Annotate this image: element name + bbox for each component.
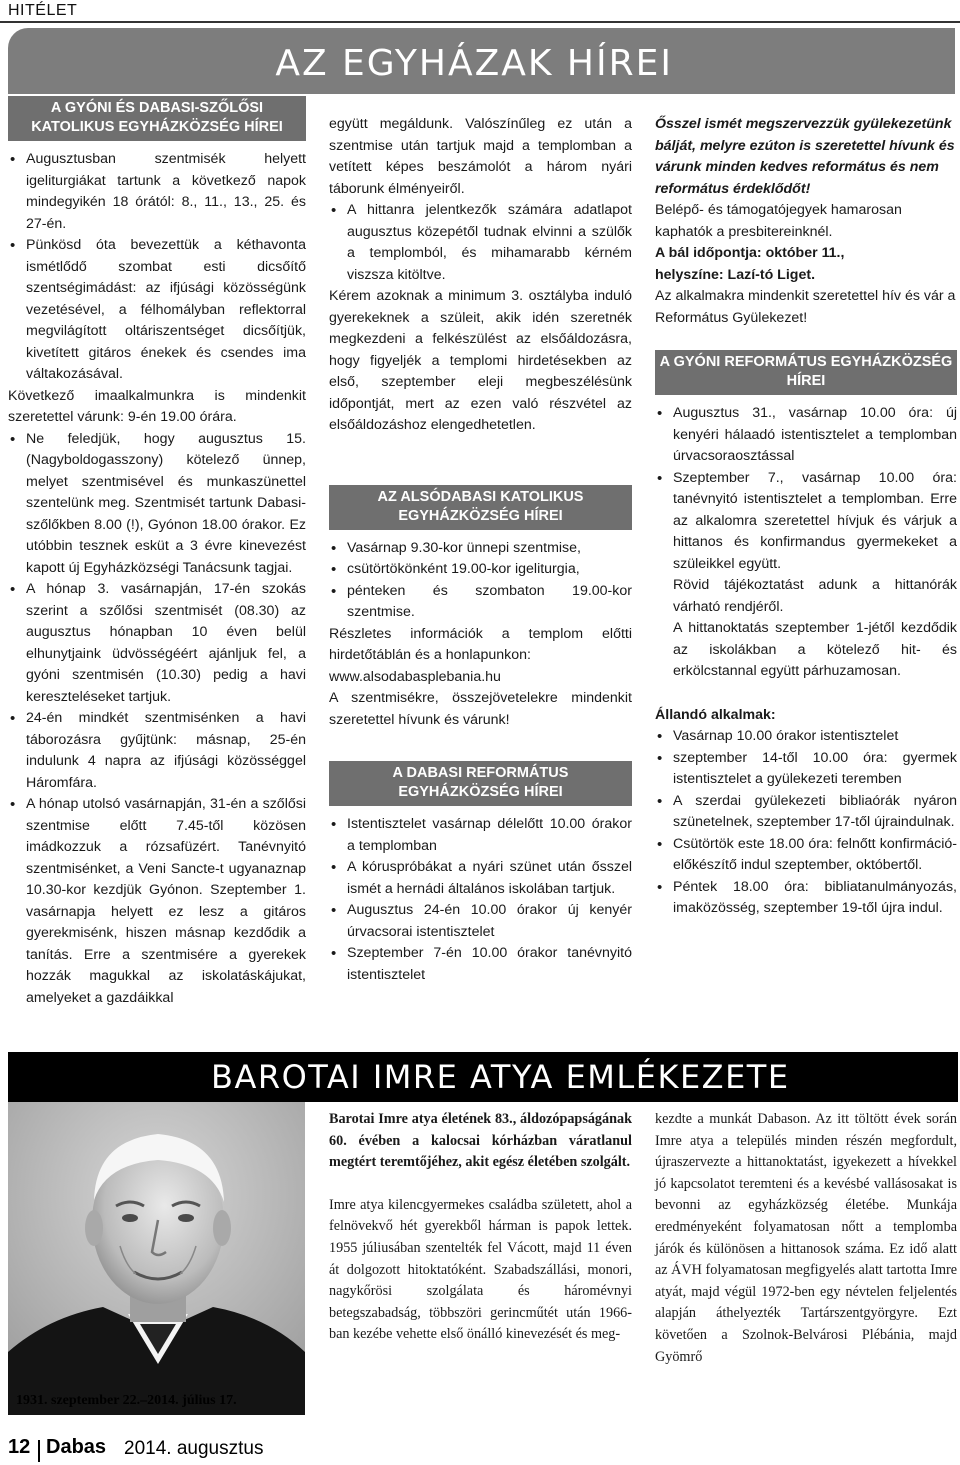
col2-intro-item-1: együtt megáldunk. Valószínűleg ez után a szentmise után tartjuk majd a templomban a vetített képes beszámolót a három nyári táborunk élményeiről. <box>329 116 632 197</box>
regular-events-title: Állandó alkalmak: <box>655 706 776 723</box>
regular-event-3: • A szerdai gyülekezeti bibliaórák nyáron szünetelnek, szeptember 17-től újraindulnak. <box>655 791 957 834</box>
column-gyoni-katolikus <box>8 96 306 1009</box>
ball-date: A bál időpontja: október 11., <box>655 245 845 261</box>
gyoni-katolikus-item-2: • Pünkösd óta bevezettük a kéthavonta ismétlődő szombat esti dicsőítő szentségimádást: az ifjúsági közösségünk vezetésével, a félhomályban reflektorral megvilágított oltáriszentséget dicsőítjük, kivetített gitáros énekek és csendes ima váltakozásával. <box>8 235 306 386</box>
gyoni-katolikus-item-6: • 24-én mindkét szentmisénken a havi táborozásra gyűjtünk: másnap, 25-én indulunk 4 napra az ifjúsági közösséggel Háromfára. <box>8 708 306 794</box>
alsodabasi-info: Részletes információk a templom előtti hirdetőtáblán és a honlapunkon: <box>329 625 632 663</box>
box-title-alsodabasi-katolikus: AZ ALSÓDABASI KATOLIKUS EGYHÁZKÖZSÉG HÍREI <box>329 485 632 530</box>
box-title-dabasi-reformatus: A DABASI REFORMÁTUS EGYHÁZKÖZSÉG HÍREI <box>329 761 632 806</box>
gyoni-reformatus-items <box>655 403 957 575</box>
dabasi-reformatus-item-2: • A kóruspróbákat a nyári szünet után ősszel ismét a hernádi általános iskolában tartjuk. <box>329 857 632 900</box>
memorial-body-2: kezdte a munkát Dabason. Az itt töltött évek során Imre atya a település minden részén megfordult, újraszervezte a hittanoktatást, igyekezett a hívekkel jó kapcsolatot teremteni és a kevésbé vallásosakat is bevonni az egyházközség életébe. Munkája eredményeként folyamatosan nőtt a templomba járók és különösen a hittanosok száma. Ez idő alatt az ÁVH folyamatosan megfigyelés alatt tartotta Imre atyát, majd végül 1972-ben egy névtelen feljelentés alapján áthelyezték Tartárszentgyörgyre. Ezt követően a Szolnok-Belvárosi Plébánia, majd Gyömrő <box>655 1111 957 1365</box>
column-right <box>655 114 957 920</box>
regular-event-5: • Péntek 18.00 óra: bibliatanulmányozás, imaközösség, szeptember 19-től újra indul. <box>655 877 957 920</box>
portrait-photo <box>8 1102 305 1415</box>
gyoni-katolikus-item-1: • Augusztusban szentmisék helyett igeliturgiákat tartunk a következő napok mindegyikén 18 órától: 8., 11., 13., 25. és 27-én. <box>8 149 306 235</box>
alsodabasi-item-1: • Vasárnap 9.30-kor ünnepi szentmise, <box>329 538 632 560</box>
regular-event-4: • Csütörtök este 18.00 óra: felnőtt konfirmáció-előkészítő indul szeptember, októbertől. <box>655 834 957 877</box>
gyoni-reformatus-item-2: • Szeptember 7., vasárnap 10.00 óra: tanévnyitó istentisztelet a templomban. Erre az alkalomra szeretettel hívjuk és várjuk a hittanos és konfirmandus gyermekeket a szüleikkel együtt. <box>655 468 957 576</box>
col1-paragraphs <box>8 149 306 1009</box>
dabasi-reformatus-items <box>329 814 632 986</box>
memorial-title: BAROTAI IMRE ATYA EMLÉKEZETE <box>211 1058 790 1096</box>
dabasi-reformatus-item-4: • Szeptember 7-én 10.00 órakor tanévnyitó istentisztelet <box>329 943 632 986</box>
memorial-lead: Barotai Imre atya életének 83., áldozópapságának 60. évében a kalocsai kórházban váratlanul megtért teremtőjéhez, akit egész életében szolgált. <box>329 1111 632 1171</box>
gyoni-reformatus-item-1: • Augusztus 31., vasárnap 10.00 óra: új kenyéri hálaadó istentisztelet a templomban úrvacsoraosztással <box>655 403 957 468</box>
column-middle <box>329 114 632 986</box>
main-banner <box>8 28 955 94</box>
ball-place: helyszíne: Lazí-tó Liget. <box>655 266 816 283</box>
regular-event-2: • szeptember 14-től 10.00 óra: gyermek istentisztelet a gyülekezeti teremben <box>655 748 957 791</box>
memorial-column-left <box>329 1109 632 1346</box>
main-banner-title: AZ EGYHÁZAK HÍREI <box>275 43 673 84</box>
page-number: 12 <box>8 1436 31 1458</box>
portrait-illustration <box>8 1102 305 1415</box>
box-title-gyoni-reformatus: A GYÓNI REFORMÁTUS EGYHÁZKÖZSÉG HÍREI <box>655 350 957 395</box>
ball-invite: Az alkalmakra mindenkit szeretettel hív és vár a Református Gyülekezet! <box>655 288 956 326</box>
gyoni-katolikus-item-7: • A hónap utolsó vasárnapján, 31-én a szőlősi szentmise előtt 7.45-től közösen imádkozzuk a rózsafüzért. Tanévnyitó szentmisénket, a Veni Sancte-t ugyanaznap 10.30-kor kezdjük Gyónon. Szeptember 1. vasárnapja helyett ez lesz a gitáros gyerekmisénk, hiszen másnap kezdődik a tanítás. Erre a szentmisére a gyerekek hozzák magukkal az iskolatáskájukat, amelyeket a gazdáikkal <box>8 794 306 1009</box>
gyoni-katolikus-item-5: • A hónap 3. vasárnapján, 17-én szokás szerint a szőlősi szentmisét (08.30) az augusztus hónapban 10 éven belül elhunytjaink üdvösségéért ajánljuk fel, a gyóni szentmisén (10.30) pedig a havi kereszteléseket tartjuk. <box>8 579 306 708</box>
alsodabasi-item-2: • csütörtökönként 19.00-kor igeliturgia, <box>329 559 632 581</box>
col2-intro-item-2: • A hittanra jelentkezők számára adatlapot augusztus közepétől tudnak elvinni a szülők a templomból, és mihamarabb kérném viszsza kitöltve. <box>329 200 632 286</box>
section-divider <box>0 21 960 23</box>
ball-announcement: Ősszel ismét megszervezzük gyülekezetünk bálját, melyre ezúton is szeretettel hívunk és várunk minden kedves református és nem református érdeklődőt! <box>655 116 955 197</box>
memorial-column-right <box>655 1109 957 1368</box>
alsodabasi-items <box>329 538 632 624</box>
photo-caption: 1931. szeptember 22.–2014. július 17. <box>16 1393 237 1408</box>
gyoni-note-1: Rövid tájékoztatást adunk a hittanórák várható rendjéről. <box>673 577 957 615</box>
memorial-body-1: Imre atya kilencgyermekes családba született, ahol a felnövekvő hét gyerekből hárman is papok lettek. 1955 júliusában szentelték fel Vácott, majd 11 éven át dolgozott hitoktatóként. Szabadszállási, monori, nagykőrösi szolgálata és háromévnyi betegszabadság, többszöri gerincműtét után 1966-ban kezébe vehette első önálló kinevezését és meg- <box>329 1196 632 1343</box>
alsodabasi-invite: A szentmisékre, összejövetelekre mindenkit szeretettel hívunk és várunk! <box>329 690 632 728</box>
publication-name: Dabas <box>46 1436 107 1458</box>
issue-date: 2014. augusztus <box>124 1438 264 1459</box>
dabasi-reformatus-item-3: • Augusztus 24-én 10.00 órakor új kenyér úrvacsorai istentisztelet <box>329 900 632 943</box>
col2-intro-paragraphs <box>329 114 632 437</box>
box-title-gyoni-katolikus: A GYÓNI ÉS DABASI-SZŐLŐSI KATOLIKUS EGYHÁZKÖZSÉG HÍREI <box>8 96 306 141</box>
dabasi-reformatus-item-1: • Istentisztelet vasárnap délelőtt 10.00 órakor a templomban <box>329 814 632 857</box>
memorial-banner <box>8 1052 958 1102</box>
gyoni-katolikus-item-4: • Ne feledjük, hogy augusztus 15. (Nagyboldogasszony) kötelező ünnep, melyet szentmisével és munkaszünettel szentelünk meg. Szentmisét tartunk Dabasi-szőlőkben 8.00 (!), Gyónon 18.00 órakor. Ez utóbbin tesznek esküt a 3 évre kinevezést kapott új Egyházközségi Tanácsunk tagjai. <box>8 429 306 580</box>
section-label: HITÉLET <box>8 2 78 19</box>
regular-event-1: • Vasárnap 10.00 órakor istentisztelet <box>655 726 957 748</box>
gyoni-note-2: A hittanoktatás szeptember 1-jétől kezdődik az iskolákban a kötelező hit- és erkölcstannal együtt párhuzamosan. <box>673 620 957 679</box>
ball-tickets: Belépő- és támogatójegyek hamarosan kaphatók a presbitereinknél. <box>655 202 902 240</box>
regular-events-list <box>655 726 957 920</box>
footer-separator <box>38 1440 40 1462</box>
alsodabasi-website: www.alsodabasplebania.hu <box>329 668 501 685</box>
alsodabasi-item-3: • pénteken és szombaton 19.00-kor szentmise. <box>329 581 632 624</box>
col2-intro-item-3: Kérem azoknak a minimum 3. osztályba induló gyerekeknek a szüleit, akik idén szeretnék megkezdeni a felkészülést az elsőáldozásra, hogy figyeljék a templomi hirdetésekben az első, szeptember eleji megbeszélésünk időpontját, mert az ezen való részvétel az elsőáldozáshoz elengedhetetlen. <box>329 288 632 433</box>
gyoni-katolikus-item-3: Következő imaalkalmunkra is mindenkit szeretettel várunk: 9-én 19.00 órára. <box>8 387 306 425</box>
